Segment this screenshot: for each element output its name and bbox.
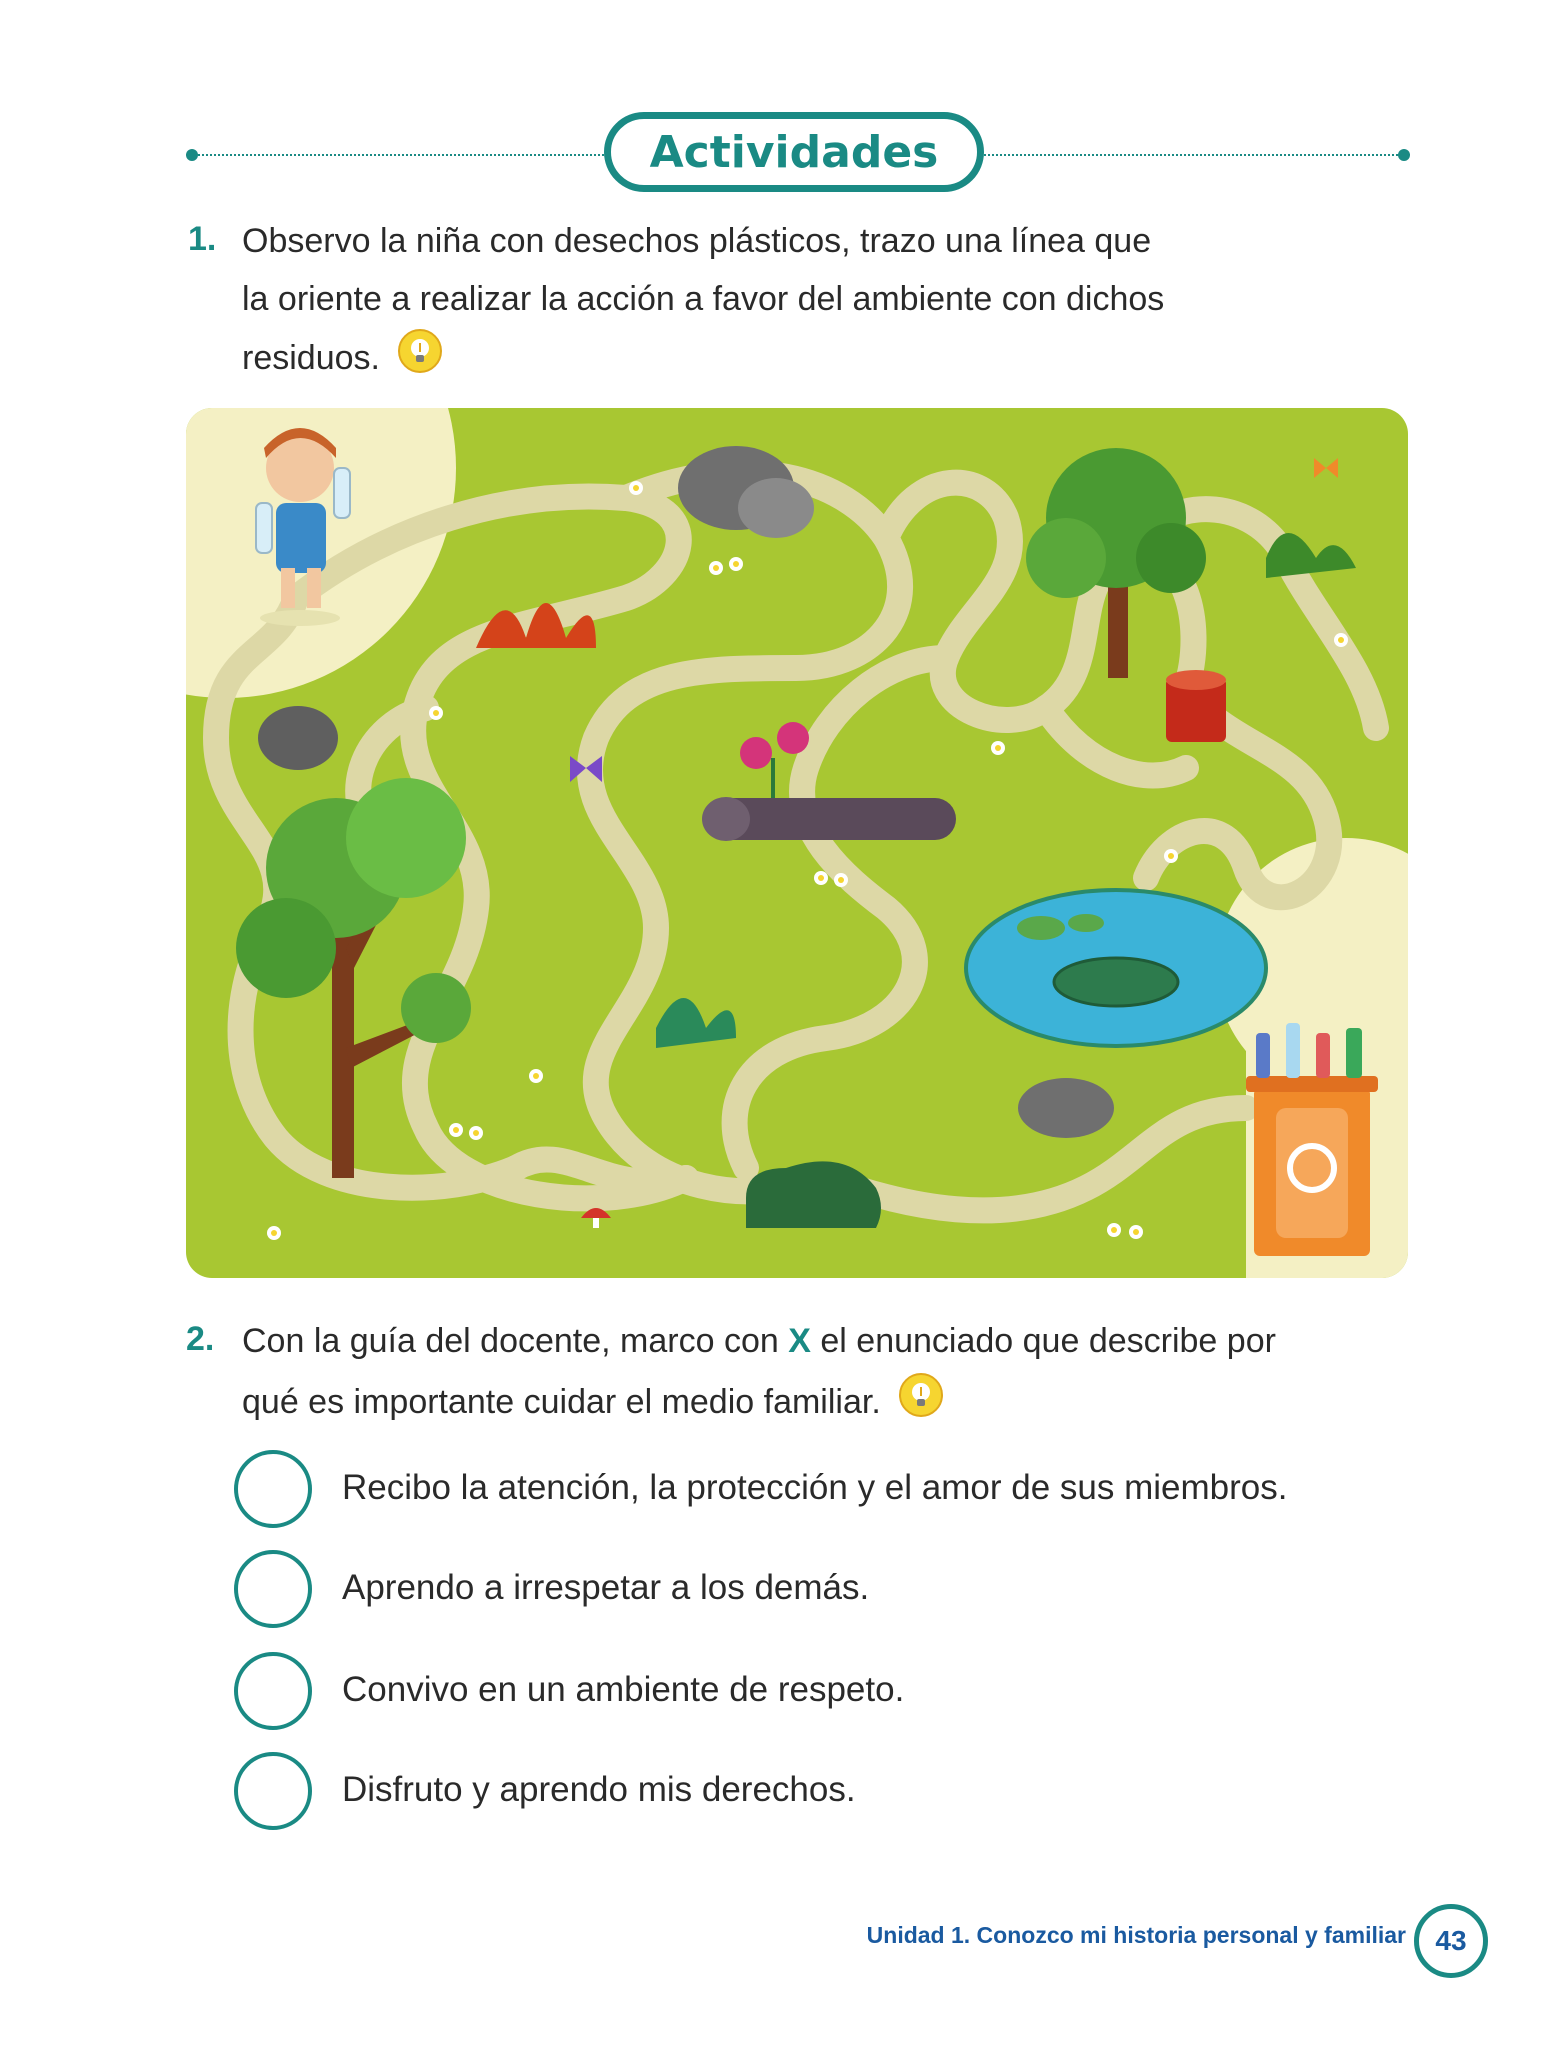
option-1-checkbox[interactable] (234, 1450, 312, 1528)
footer-unit-title: Unidad 1. Conozco mi historia personal y familiar (866, 1922, 1406, 1948)
option-1-label: Recibo la atención, la protección y el amor de sus miembros. (342, 1468, 1288, 1507)
activity-2-text-after: el enunciado que describe por (820, 1322, 1276, 1360)
activity-2-text-before: Con la guía del docente, marco con (242, 1322, 779, 1360)
maze-illustration (186, 408, 1408, 1278)
option-4-checkbox[interactable] (234, 1752, 312, 1830)
option-3-checkbox[interactable] (234, 1652, 312, 1730)
activity-2-line-2 (242, 1372, 944, 1436)
section-title-label: Actividades (649, 126, 939, 178)
activity-1-line-3 (242, 328, 443, 392)
option-2-checkbox[interactable] (234, 1550, 312, 1628)
lightbulb-icon (898, 1372, 944, 1436)
page-number-badge (1414, 1904, 1488, 1978)
header-rule-dot-left (186, 149, 198, 161)
activity-1-number: 1. (188, 220, 217, 258)
page-number: 43 (1435, 1925, 1467, 1956)
activity-2-number: 2. (186, 1320, 215, 1358)
header-rule-right (984, 154, 1398, 156)
header-rule-left (198, 154, 604, 156)
activity-2-line-2-text: qué es importante cuidar el medio familiar. (242, 1382, 881, 1421)
activity-1-line-3-text: residuos. (242, 338, 380, 377)
option-4-label: Disfruto y aprendo mis derechos. (342, 1770, 856, 1809)
option-2-label: Aprendo a irrespetar a los demás. (342, 1568, 870, 1607)
header-rule-dot-right (1398, 149, 1410, 161)
option-3-label: Convivo en un ambiente de respeto. (342, 1670, 905, 1709)
activity-2-line-1 (242, 1312, 1412, 1370)
section-title (604, 112, 984, 192)
activity-1-line-2: la oriente a realizar la acción a favor del ambiente con dichos (242, 280, 1165, 318)
lightbulb-icon (397, 328, 443, 392)
activity-1-line-1: Observo la niña con desechos plásticos, trazo una línea que (242, 222, 1152, 260)
x-mark: X (788, 1322, 811, 1360)
